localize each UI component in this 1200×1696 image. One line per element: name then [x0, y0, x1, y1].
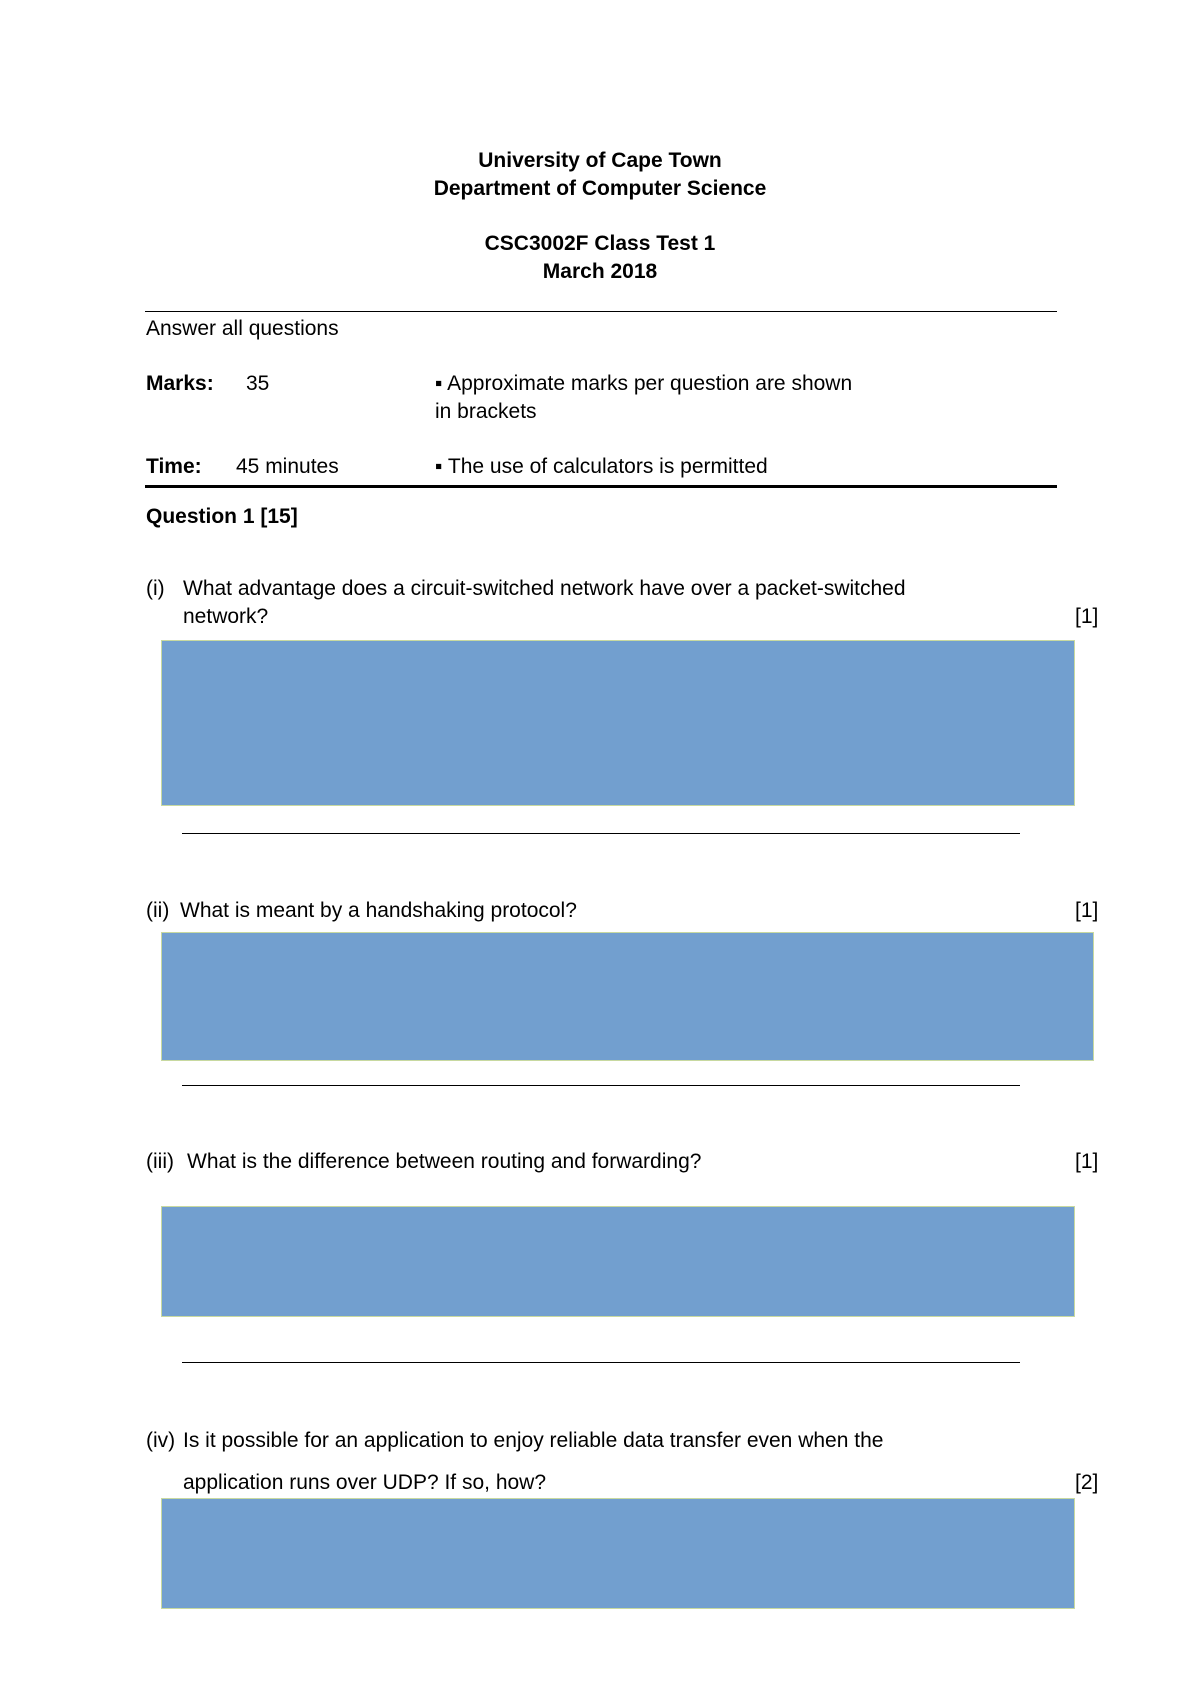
- marks-badge: [1]: [1075, 605, 1099, 628]
- test-date: March 2018: [542, 260, 658, 283]
- marks-label: Marks:: [146, 372, 214, 395]
- answer-box[interactable]: [161, 640, 1075, 806]
- answer-all-instruction: Answer all questions: [146, 317, 339, 340]
- question-text: Is it possible for an application to enjoy reliable data transfer even when the: [183, 1429, 884, 1452]
- marks-badge: [2]: [1075, 1471, 1099, 1494]
- answer-box[interactable]: [161, 1206, 1075, 1317]
- instructions-divider: [145, 485, 1057, 488]
- question-text: What is meant by a handshaking protocol?: [180, 899, 577, 922]
- question-text-continuation: network?: [183, 605, 269, 628]
- part-number: (ii): [146, 899, 170, 922]
- header-divider: [145, 311, 1057, 312]
- question-text: What advantage does a circuit-switched network have over a packet-switched: [183, 577, 906, 600]
- department-name: Department of Computer Science: [433, 177, 767, 200]
- question-heading: Question 1 [15]: [146, 505, 298, 528]
- part-number: (iii): [146, 1150, 174, 1173]
- answer-line: [182, 833, 1020, 834]
- answer-line: [182, 1085, 1020, 1086]
- marks-value: 35: [246, 372, 270, 395]
- time-label: Time:: [146, 455, 202, 478]
- time-value: 45 minutes: [236, 455, 339, 478]
- calculator-note: ▪ The use of calculators is permitted: [435, 455, 768, 478]
- answer-box[interactable]: [161, 932, 1094, 1061]
- answer-box[interactable]: [161, 1498, 1075, 1609]
- marks-badge: [1]: [1075, 899, 1099, 922]
- university-name: University of Cape Town: [478, 149, 722, 172]
- marks-note-continuation: in brackets: [435, 400, 537, 423]
- answer-line: [182, 1362, 1020, 1363]
- test-title: CSC3002F Class Test 1: [484, 232, 716, 255]
- marks-badge: [1]: [1075, 1150, 1099, 1173]
- part-number: (iv): [146, 1429, 176, 1452]
- question-text-continuation: application runs over UDP? If so, how?: [183, 1471, 547, 1494]
- marks-note: ▪ Approximate marks per question are shown: [435, 372, 853, 395]
- question-text: What is the difference between routing and forwarding?: [187, 1150, 702, 1173]
- part-number: (i): [146, 577, 165, 600]
